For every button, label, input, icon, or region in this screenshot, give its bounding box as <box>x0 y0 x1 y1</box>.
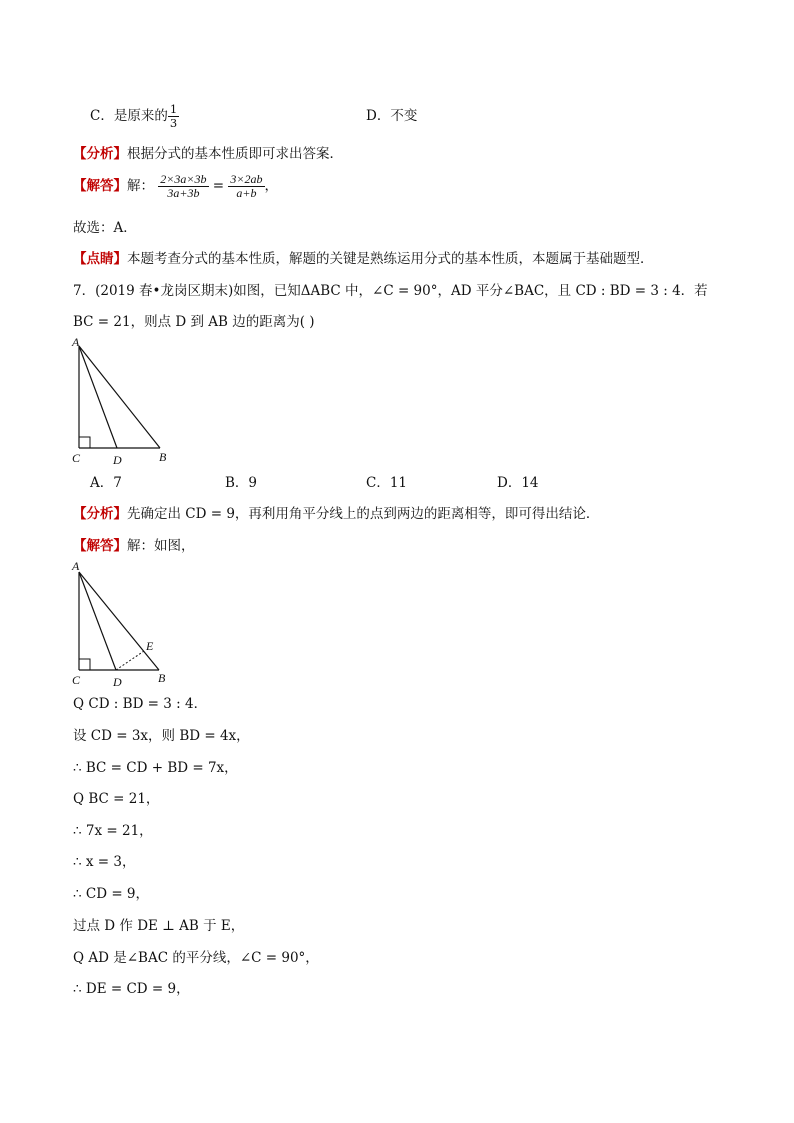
triangle-figure-2 <box>66 560 181 690</box>
step-6: ∴ x = 3， <box>73 854 136 870</box>
fraction-right <box>228 173 264 200</box>
answer-tag: 【解答】 <box>73 538 127 554</box>
fraction-one-third <box>168 103 179 130</box>
label-c: C <box>72 451 81 465</box>
analysis-1 <box>73 145 343 163</box>
analysis-tag: 【分析】 <box>73 146 127 162</box>
answer-2 <box>73 537 195 555</box>
step-10: ∴ DE = CD = 9， <box>73 981 190 997</box>
step-2: 设 CD = 3x，则 BD = 4x， <box>73 728 250 744</box>
right-angle-mark <box>79 659 90 670</box>
answer-tail: ， <box>264 178 279 194</box>
answer-text: 解：如图， <box>127 538 195 554</box>
answer-1 <box>73 173 278 200</box>
question-7-line-2: BC = 21，则点 D 到 AB 边的距离为( ) <box>73 314 315 330</box>
option-d-q7: D．14 <box>497 475 539 491</box>
segment-de-dashed <box>116 651 144 670</box>
step-7: ∴ CD = 9， <box>73 886 150 902</box>
analysis-tag: 【分析】 <box>73 506 127 522</box>
right-angle-mark <box>79 437 90 448</box>
fraction-numerator: 1 <box>169 102 178 116</box>
choose-answer: 故选：A． <box>73 220 137 236</box>
segment-ad <box>79 572 116 670</box>
label-a: A <box>72 560 80 573</box>
step-1: Q CD : BD = 3 : 4． <box>73 696 208 712</box>
step-5: ∴ 7x = 21， <box>73 823 153 839</box>
comment-text: 本题考查分式的基本性质，解题的关键是熟练运用分式的基本性质，本题属于基础题型． <box>127 251 654 267</box>
analysis-text: 先确定出 CD = 9，再利用角平分线上的点到两边的距离相等，即可得出结论． <box>127 506 600 522</box>
step-9: Q AD 是∠BAC 的平分线，∠C = 90°， <box>73 950 319 966</box>
label-a: A <box>72 336 80 349</box>
fraction-left-denominator: 3a+3b <box>167 186 200 200</box>
analysis-text: 根据分式的基本性质即可求出答案． <box>127 146 343 162</box>
fraction-right-numerator: 3×2ab <box>230 172 263 186</box>
option-c-text: C．是原来的 <box>90 108 168 124</box>
step-8: 过点 D 作 DE ⊥ AB 于 E， <box>73 918 245 934</box>
triangle-figure-1 <box>66 336 181 466</box>
step-4: Q BC = 21， <box>73 791 160 807</box>
fraction-left <box>158 173 208 200</box>
option-c-q7: C．11 <box>366 475 408 491</box>
option-a: A．7 <box>90 475 122 491</box>
answer-tag: 【解答】 <box>73 178 127 194</box>
fraction-left-numerator: 2×3a×3b <box>160 172 207 186</box>
question-7-line-1: 7．(2019 春•龙岗区期末)如图，已知ΔABC 中，∠C = 90°，AD 平分∠BAC，且 CD : BD = 3 : 4．若 <box>73 283 708 299</box>
option-c <box>90 103 179 130</box>
label-d: D <box>113 453 122 466</box>
fraction-denominator: 3 <box>169 116 178 130</box>
label-b: B <box>158 671 166 685</box>
label-c: C <box>72 673 81 687</box>
comment <box>73 250 654 268</box>
side-ab <box>79 346 160 448</box>
equals-sign: = <box>212 178 225 194</box>
step-3: ∴ BC = CD + BD = 7x， <box>73 760 238 776</box>
label-d: D <box>113 675 122 689</box>
answer-lead: 解： <box>127 178 154 194</box>
segment-ad <box>79 346 117 448</box>
option-b: B．9 <box>225 475 258 491</box>
analysis-2 <box>73 505 599 523</box>
label-e: E <box>146 639 154 653</box>
option-d: D．不变 <box>366 108 418 124</box>
side-ab <box>79 572 159 670</box>
label-b: B <box>159 450 167 464</box>
comment-tag: 【点睛】 <box>73 251 127 267</box>
fraction-right-denominator: a+b <box>236 186 257 200</box>
